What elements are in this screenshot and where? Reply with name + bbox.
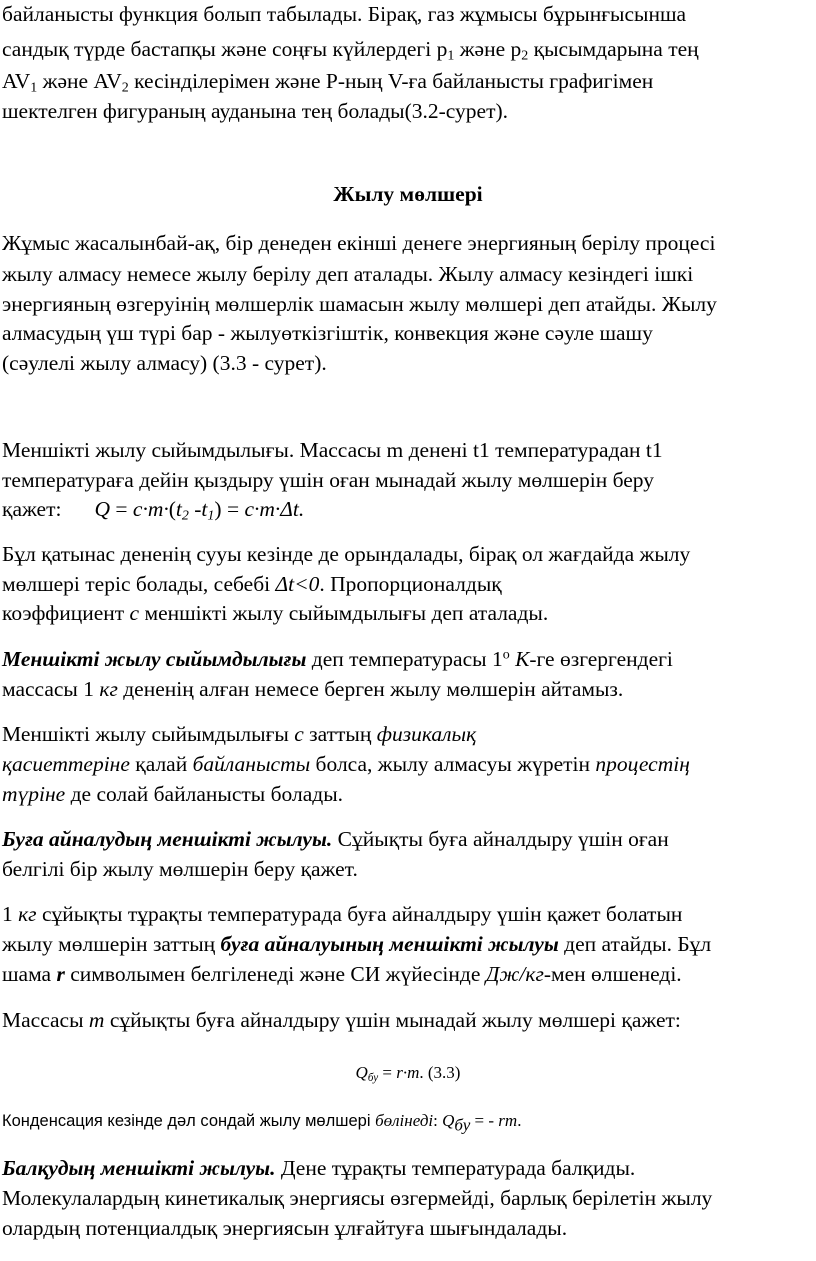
formula-symbol: c·m·Δt.: [244, 497, 305, 521]
text: шектелген фигураның ауданына тең болады(3.2-сурет).: [2, 99, 509, 123]
text: жылу мөлшерін заттың: [2, 932, 221, 956]
text-line: [2, 1154, 635, 1182]
text: Конденсация кезінде дәл сондай жылу мөлшері: [2, 1112, 376, 1130]
term: Буға айналудың меншікті жылуы.: [2, 827, 333, 851]
unit: кг: [99, 677, 118, 701]
term: буға айналуының меншікті жылуы: [220, 932, 559, 956]
text-italic: физикалық: [376, 722, 477, 746]
text: байланысты функция болып табылады. Бірақ, газ жұмысы бұрынғысынша: [2, 2, 687, 26]
text: шама: [2, 962, 57, 986]
formula-symbol: m: [88, 1008, 105, 1032]
text: символымен белгіленеді және СИ жүйесінде: [64, 962, 486, 986]
text-line: [2, 960, 682, 988]
text: сұйықты тұрақты температурада буға айналдыру үшін қажет болатын: [36, 902, 683, 926]
text-line: [2, 675, 623, 703]
formula-text: .: [517, 1111, 522, 1130]
text-line: [2, 495, 304, 523]
text-italic: түріне: [2, 782, 66, 806]
formula-symbol: c·m·: [132, 497, 169, 521]
formula-text: = -: [470, 1111, 499, 1130]
text: қажет:: [2, 497, 62, 521]
text-line: [2, 97, 508, 125]
text-line: [2, 855, 358, 883]
text-italic: байланысты: [192, 752, 311, 776]
text-line: [2, 436, 663, 464]
text: Сұйықты буға айналдыру үшін оған: [332, 827, 669, 851]
subscript: 1: [207, 508, 215, 524]
text: -ге өзгергендегі: [529, 647, 673, 671]
section-heading: [0, 180, 816, 208]
text-line: [2, 1184, 712, 1212]
formula-symbol: r·m: [396, 1063, 420, 1082]
text: мөлшері теріс болады, себебі: [2, 572, 276, 596]
text: Меншікті жылу сыйымдылығы: [2, 722, 295, 746]
text: заттың: [303, 722, 377, 746]
formula-text: =: [378, 1063, 397, 1082]
text-line: [2, 825, 669, 853]
text-line: [2, 349, 327, 377]
unit: Дж/кг: [485, 962, 544, 986]
subscript: бу: [454, 1115, 471, 1135]
text-line: [2, 645, 673, 673]
text: деп атайды. Бұл: [558, 932, 712, 956]
text: жылу алмасу немесе жылу берілу деп аталады. Жылу алмасу кезіндегі ішкі: [2, 262, 694, 286]
formula-symbol: с: [294, 722, 304, 746]
text: AV: [2, 69, 31, 93]
formula-symbol: rm: [498, 1111, 518, 1130]
formula-symbol: t: [175, 497, 182, 521]
text-line: [2, 290, 717, 318]
formula-symbol: t: [201, 497, 208, 521]
text-line: [2, 1006, 681, 1034]
unit: кг: [18, 902, 37, 926]
text: алмасудың үш түрі бар - жылуөткізгіштік, конвекция және сәуле шашу: [2, 321, 653, 345]
subscript: 2: [521, 48, 529, 64]
text: қалай: [129, 752, 193, 776]
subscript: бу: [367, 1071, 379, 1084]
formula-symbol: Q: [355, 1063, 368, 1082]
text-line: [2, 67, 653, 95]
formula-text: ): [214, 497, 222, 521]
text: . Пропорционалдық: [319, 572, 502, 596]
text-line: [2, 599, 548, 627]
formula-text: -: [188, 497, 202, 521]
text: массасы 1: [2, 677, 100, 701]
formula-symbol: Q: [94, 497, 111, 521]
text: Меншікті жылу сыйымдылығы. Массасы m денені t1 температурадан t1: [2, 438, 663, 462]
text: болса, жылу алмасуы жүретін: [310, 752, 596, 776]
subscript: 2: [181, 508, 189, 524]
text: температураға дейін қыздыру үшін оған мынадай жылу мөлшерін беру: [2, 468, 655, 492]
term: Балқудың меншікті жылуы.: [2, 1156, 276, 1180]
text: сандық түрде бастапқы және соңғы күйлердегі p: [2, 37, 448, 61]
formula-text: =: [221, 497, 245, 521]
text-italic: процестің: [595, 752, 690, 776]
text-line: [2, 720, 476, 748]
formula-symbol: Q: [442, 1111, 455, 1130]
text: Бұл қатынас дененің сууы кезінде де орындалады, бірақ ол жағдайда жылу: [2, 542, 691, 566]
text: меншікті жылу сыйымдылығы деп аталады.: [139, 601, 549, 625]
text-line: [2, 0, 686, 28]
superscript: о: [502, 647, 510, 663]
unit: К: [515, 647, 530, 671]
text: кесінділерімен және P-ның V-ға байланысты графигімен: [128, 69, 654, 93]
term: Меншікті жылу сыйымдылығы: [2, 647, 307, 671]
formula-symbol: Δt<0: [275, 572, 320, 596]
text-line: [2, 780, 343, 808]
text-line: [2, 35, 699, 63]
formula-symbol: с: [129, 601, 140, 625]
text: деп температурасы 1: [306, 647, 503, 671]
subscript: 2: [121, 80, 129, 96]
text-line: [2, 900, 682, 928]
text: (сәулелі жылу алмасу) (3.3 - сурет).: [2, 351, 327, 375]
text: де солай байланысты болады.: [65, 782, 344, 806]
text-line: [2, 319, 653, 347]
formula-text: (: [168, 497, 176, 521]
text: энергияның өзгеруінің мөлшерлік шамасын жылу мөлшері деп атайды. Жылу: [2, 292, 717, 316]
text: коэффициент: [2, 601, 130, 625]
text-line: [2, 229, 715, 257]
text-italic: бөлінеді: [375, 1111, 434, 1130]
text: және p: [454, 37, 522, 61]
text: Жұмыс жасалынбай-ақ, бір денеден екінші денеге энергияның берілу процесі: [2, 231, 716, 255]
subscript: 1: [447, 48, 455, 64]
text: және AV: [37, 69, 122, 93]
text-line: [2, 260, 693, 288]
text: сұйықты буға айналдыру үшін мынадай жылу мөлшері қажет:: [104, 1008, 681, 1032]
text-line: [2, 750, 690, 778]
subscript: 1: [30, 80, 38, 96]
formula-symbol: r: [56, 962, 65, 986]
text: :: [433, 1111, 443, 1130]
text: белгілі бір жылу мөлшерін беру қажет.: [2, 857, 358, 881]
formula-line: [0, 1059, 816, 1087]
text-line: [2, 570, 502, 598]
text-line: [2, 1214, 567, 1242]
text-line: [2, 466, 654, 494]
text: олардың потенциалдық энергиясын ұлғайтуға шығындалады.: [2, 1216, 568, 1240]
text: -мен өлшенеді.: [543, 962, 682, 986]
text: қысымдарына тең: [528, 37, 699, 61]
text-line: [2, 540, 690, 568]
formula-text: . (3.3): [419, 1063, 461, 1082]
text: 1: [2, 902, 19, 926]
text-line: [2, 930, 711, 958]
text-italic: қасиеттеріне: [2, 752, 130, 776]
heading-text: Жылу мөлшері: [333, 182, 483, 206]
text: Молекулалардың кинетикалық энергиясы өзгермейді, барлық берілетін жылу: [2, 1186, 713, 1210]
text-line: [2, 1105, 521, 1135]
formula-text: =: [110, 497, 133, 521]
text: Массасы: [2, 1008, 89, 1032]
text: Дене тұрақты температурада балқиды.: [275, 1156, 636, 1180]
text: дененің алған немесе берген жылу мөлшерін айтамыз.: [117, 677, 624, 701]
